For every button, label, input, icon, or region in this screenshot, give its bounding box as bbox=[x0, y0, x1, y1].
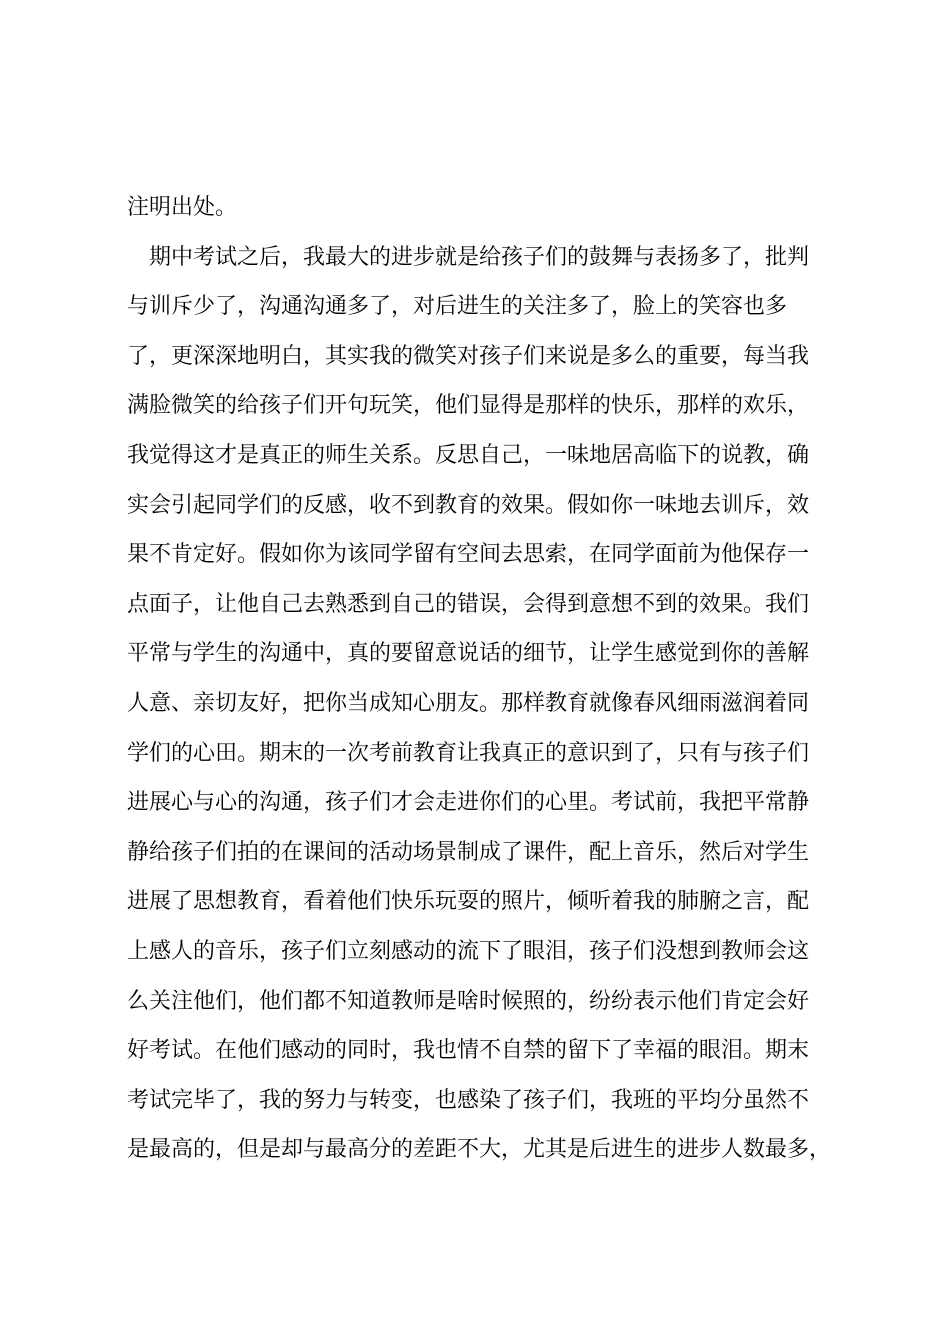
text-line-15: 进展了思想教育，看着他们快乐玩耍的照片，倾听着我的肺腑之言，配 bbox=[127, 889, 810, 915]
text-line-17: 么关注他们，他们都不知道教师是啥时候照的，纷纷表示他们肯定会好 bbox=[127, 988, 810, 1014]
text-line-9: 点面子，让他自己去熟悉到自己的错误，会得到意想不到的效果。我们 bbox=[127, 591, 810, 617]
text-line-16: 上感人的音乐，孩子们立刻感动的流下了眼泪，孩子们没想到教师会这 bbox=[127, 938, 810, 964]
text-line-2: 期中考试之后，我最大的进步就是给孩子们的鼓舞与表扬多了，批判 bbox=[127, 244, 810, 270]
text-line-11: 人意、亲切友好，把你当成知心朋友。那样教育就像春风细雨滋润着同 bbox=[127, 690, 810, 716]
text-line-5: 满脸微笑的给孩子们开句玩笑，他们显得是那样的快乐，那样的欢乐， bbox=[127, 393, 810, 419]
text-line-10: 平常与学生的沟通中，真的要留意说话的细节，让学生感觉到你的善解 bbox=[127, 641, 810, 667]
text-line-14: 静给孩子们拍的在课间的活动场景制成了课件，配上音乐，然后对学生 bbox=[127, 839, 810, 865]
text-line-8: 果不肯定好。假如你为该同学留有空间去思索，在同学面前为他保存一 bbox=[127, 542, 810, 568]
text-line-12: 学们的心田。期末的一次考前教育让我真正的意识到了，只有与孩子们 bbox=[127, 740, 810, 766]
text-line-20: 是最高的，但是却与最高分的差距不大，尤其是后进生的进步人数最多， bbox=[127, 1137, 832, 1163]
text-line-6: 我觉得这才是真正的师生关系。反思自己，一味地居高临下的说教，确 bbox=[127, 442, 810, 468]
text-line-19: 考试完毕了，我的努力与转变，也感染了孩子们，我班的平均分虽然不 bbox=[127, 1087, 810, 1113]
text-line-18: 好考试。在他们感动的同时，我也情不自禁的留下了幸福的眼泪。期末 bbox=[127, 1038, 810, 1064]
text-line-7: 实会引起同学们的反感，收不到教育的效果。假如你一味地去训斥，效 bbox=[127, 492, 810, 518]
text-line-4: 了，更深深地明白，其实我的微笑对孩子们来说是多么的重要，每当我 bbox=[127, 343, 810, 369]
body-text bbox=[127, 183, 833, 1175]
text-line-1: 注明出处。 bbox=[127, 195, 238, 220]
text-line-13: 进展心与心的沟通，孩子们才会走进你们的心里。考试前，我把平常静 bbox=[127, 790, 810, 816]
text-line-3: 与训斥少了，沟通沟通多了，对后进生的关注多了，脸上的笑容也多 bbox=[127, 294, 788, 320]
